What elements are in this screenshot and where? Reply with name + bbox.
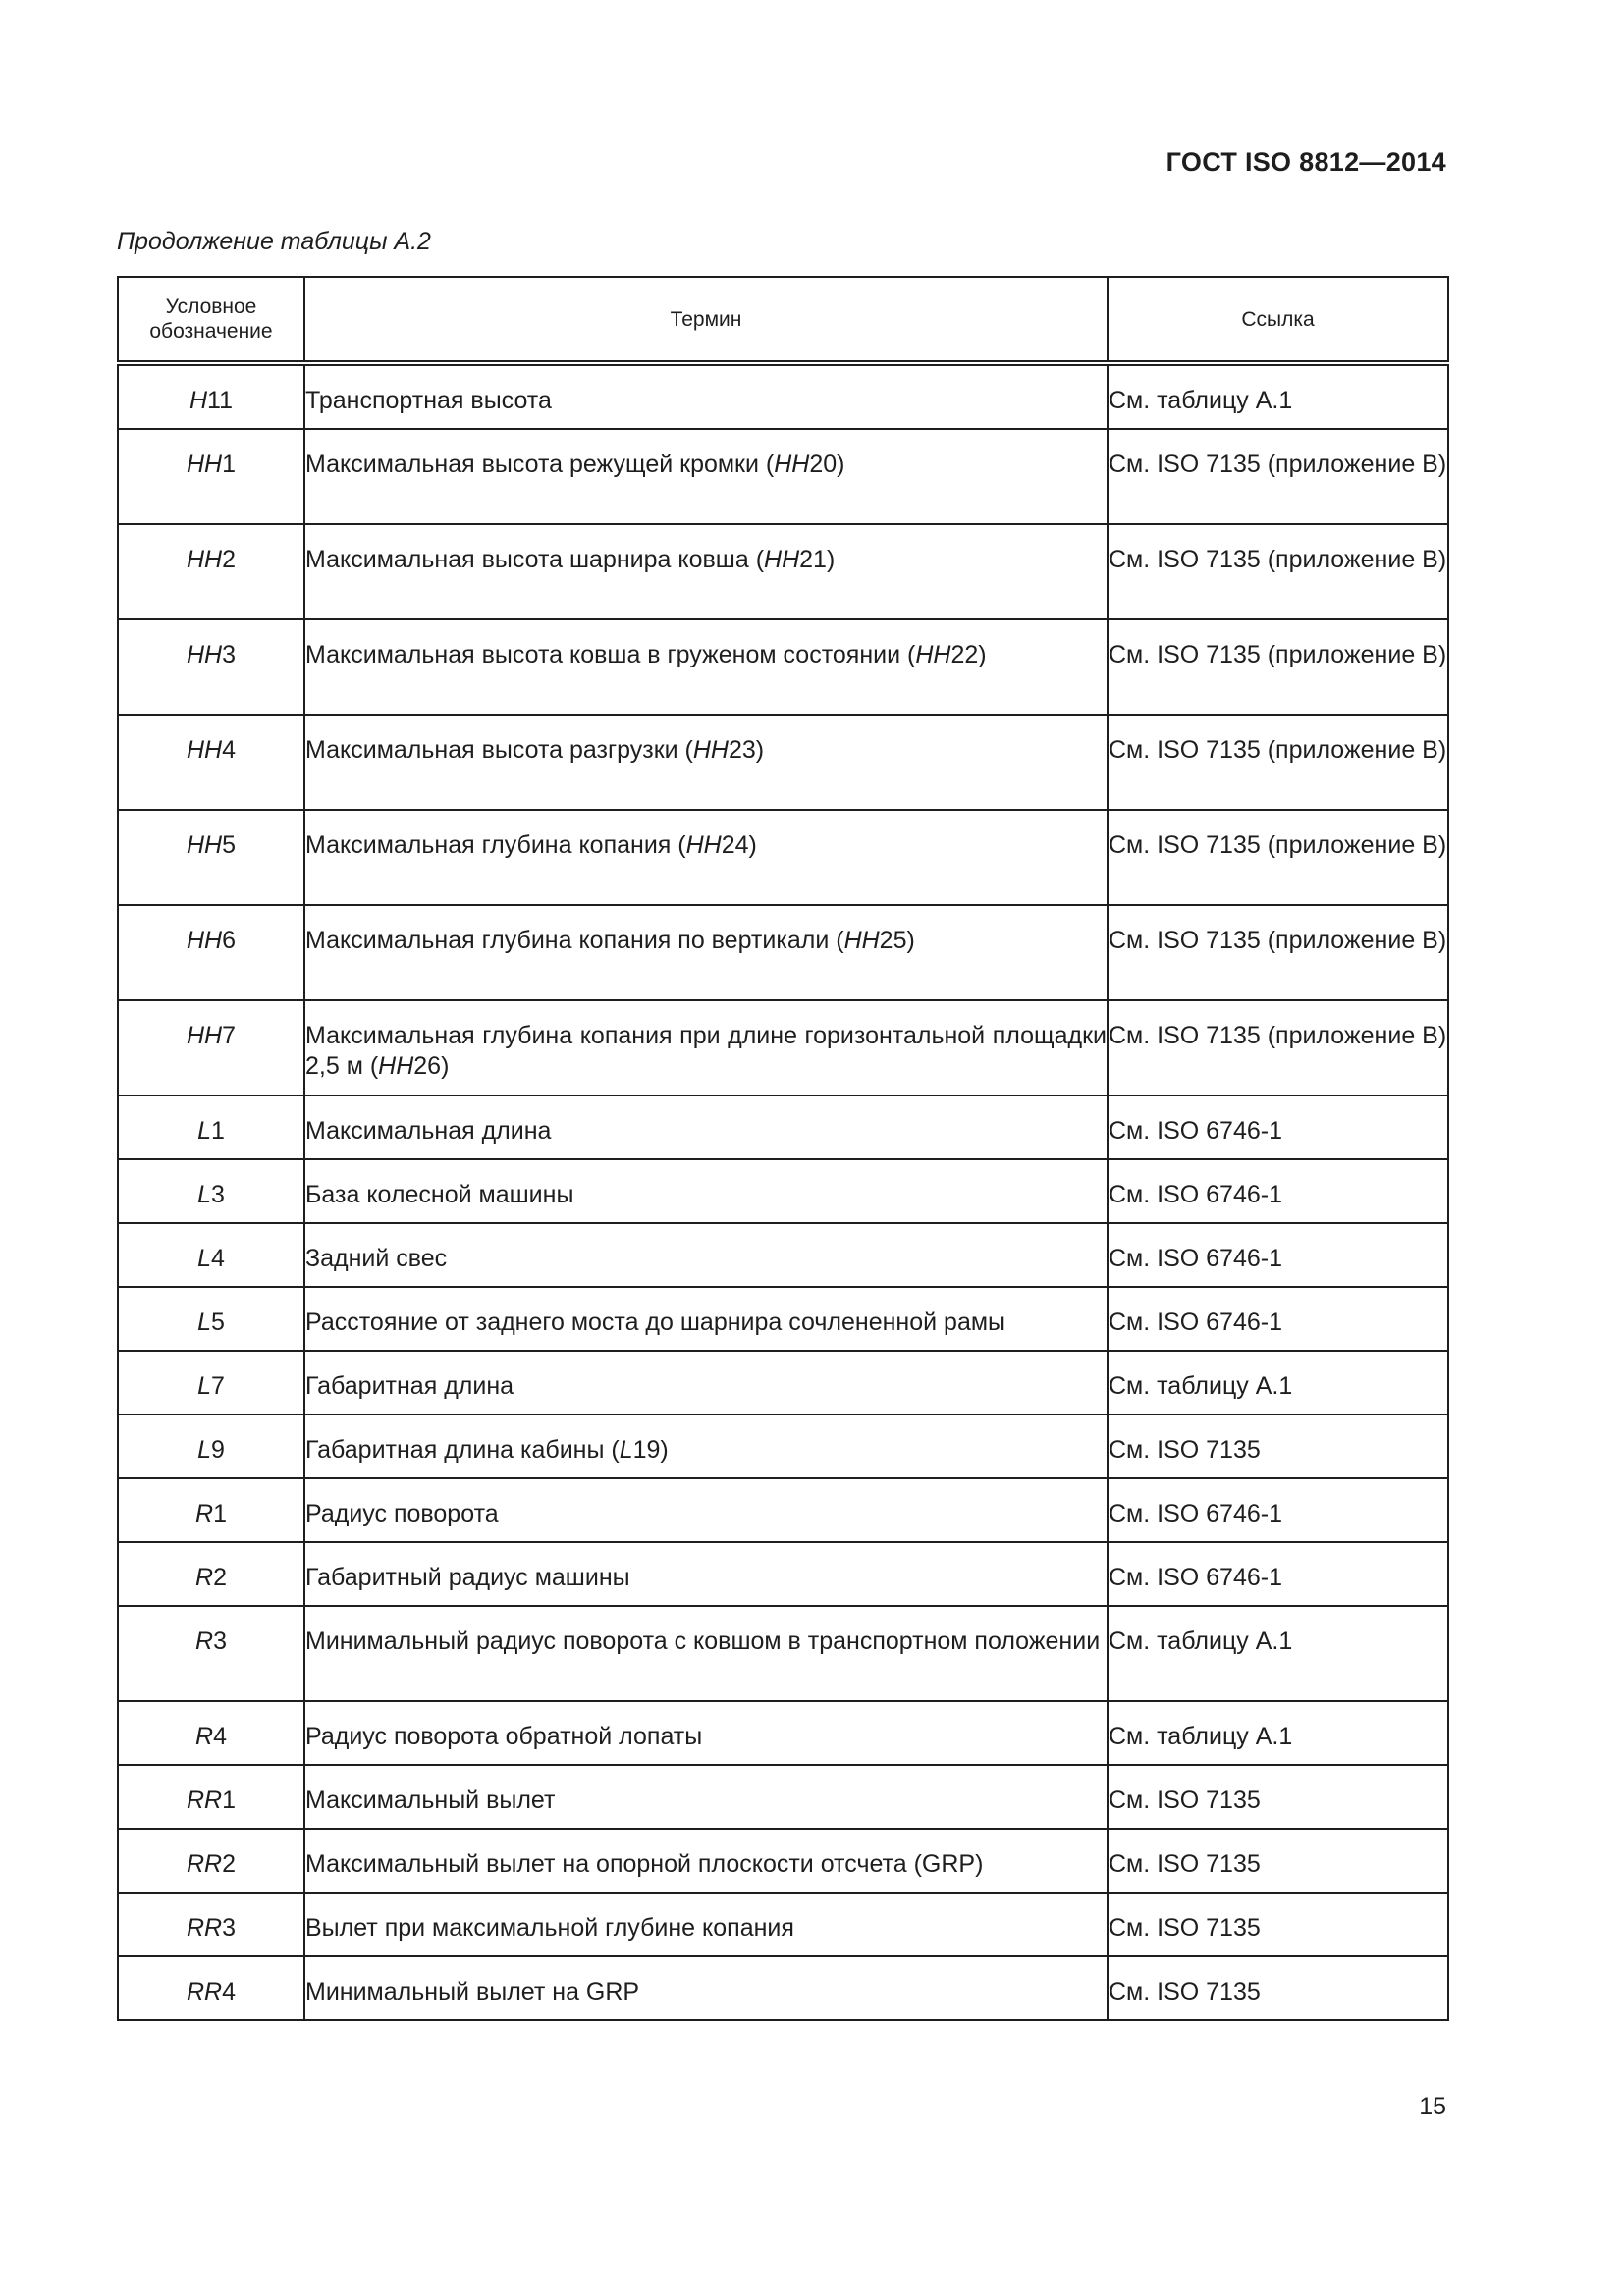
- table-row: [118, 1606, 1448, 1701]
- cell-symbol: [118, 1415, 304, 1478]
- cell-symbol: [118, 1287, 304, 1351]
- table-row: [118, 810, 1448, 905]
- symbol-number: 1: [213, 1500, 227, 1527]
- table-row: [118, 524, 1448, 619]
- cell-reference: См. ISO 7135 (приложение В): [1108, 429, 1448, 524]
- symbol-letters: HH: [186, 736, 223, 764]
- cell-term: Максимальная глубина копания при длине горизонтальной площадки 2,5 м (HH26): [304, 1000, 1108, 1095]
- symbol-number: 4: [222, 1978, 236, 2005]
- table-row: [118, 1893, 1448, 1956]
- symbol-number: 2: [222, 546, 236, 573]
- symbol-number: 4: [211, 1245, 225, 1272]
- cell-reference: См. ISO 7135 (приложение В): [1108, 905, 1448, 1000]
- table-row: [118, 1765, 1448, 1829]
- cell-symbol: [118, 1765, 304, 1829]
- cell-symbol: [118, 429, 304, 524]
- cell-symbol: [118, 1095, 304, 1159]
- cell-reference: См. ISO 6746-1: [1108, 1542, 1448, 1606]
- symbol-letters: L: [197, 1308, 211, 1336]
- cell-term: Радиус поворота: [304, 1478, 1108, 1542]
- symbol-number: 4: [222, 736, 236, 764]
- symbol-number: 3: [211, 1181, 225, 1208]
- cell-term: Расстояние от заднего моста до шарнира сочлененной рамы: [304, 1287, 1108, 1351]
- symbol-letters: RR: [186, 1978, 223, 2005]
- cell-term: Габаритный радиус машины: [304, 1542, 1108, 1606]
- cell-reference: См. ISO 7135 (приложение В): [1108, 715, 1448, 810]
- symbol-number: 5: [222, 831, 236, 859]
- table-row: [118, 363, 1448, 429]
- table-caption: Продолжение таблицы А.2: [117, 228, 431, 255]
- cell-term: Максимальная высота режущей кромки (HH20): [304, 429, 1108, 524]
- cell-reference: См. таблицу А.1: [1108, 1351, 1448, 1415]
- symbol-letters: H: [189, 387, 208, 414]
- cell-reference: См. ISO 7135: [1108, 1765, 1448, 1829]
- cell-term: Максимальная высота шарнира ковша (HH21): [304, 524, 1108, 619]
- cell-term: Максимальная глубина копания по вертикали (HH25): [304, 905, 1108, 1000]
- cell-reference: См. ISO 6746-1: [1108, 1095, 1448, 1159]
- symbol-letters: HH: [186, 641, 223, 668]
- symbol-letters: HH: [186, 546, 223, 573]
- cell-term: База колесной машины: [304, 1159, 1108, 1223]
- cell-term: Вылет при максимальной глубине копания: [304, 1893, 1108, 1956]
- table-row: [118, 1223, 1448, 1287]
- cell-reference: См. ISO 7135: [1108, 1893, 1448, 1956]
- table-header: [118, 277, 1448, 363]
- table-row: [118, 1829, 1448, 1893]
- cell-reference: См. ISO 7135 (приложение В): [1108, 619, 1448, 715]
- symbol-number: 1: [211, 1117, 225, 1145]
- symbol-letters: HH: [186, 927, 223, 954]
- symbol-letters: L: [197, 1117, 211, 1145]
- table-row: [118, 905, 1448, 1000]
- cell-symbol: [118, 1701, 304, 1765]
- symbol-letters: HH: [186, 451, 223, 478]
- cell-symbol: [118, 363, 304, 429]
- terms-table: [117, 276, 1449, 2021]
- symbol-letters: RR: [186, 1850, 223, 1878]
- cell-term: Радиус поворота обратной лопаты: [304, 1701, 1108, 1765]
- cell-reference: См. ISO 7135: [1108, 1956, 1448, 2020]
- cell-reference: См. таблицу А.1: [1108, 1606, 1448, 1701]
- cell-term: Максимальная глубина копания (HH24): [304, 810, 1108, 905]
- symbol-number: 2: [222, 1850, 236, 1878]
- page-number: 15: [1419, 2093, 1446, 2120]
- symbol-number: 3: [222, 641, 236, 668]
- symbol-letters: R: [195, 1628, 214, 1655]
- cell-term: Максимальная длина: [304, 1095, 1108, 1159]
- symbol-letters: R: [195, 1564, 214, 1591]
- cell-term: Задний свес: [304, 1223, 1108, 1287]
- cell-reference: См. таблицу А.1: [1108, 1701, 1448, 1765]
- table-row: [118, 1095, 1448, 1159]
- symbol-letters: R: [195, 1500, 214, 1527]
- cell-term: Максимальная высота ковша в груженом состоянии (HH22): [304, 619, 1108, 715]
- symbol-letters: RR: [186, 1914, 223, 1942]
- cell-reference: См. ISO 6746-1: [1108, 1478, 1448, 1542]
- symbol-number: 9: [211, 1436, 225, 1464]
- table-row: [118, 715, 1448, 810]
- symbol-number: 7: [211, 1372, 225, 1400]
- cell-symbol: [118, 1956, 304, 2020]
- cell-symbol: [118, 1159, 304, 1223]
- cell-reference: См. таблицу А.1: [1108, 363, 1448, 429]
- cell-symbol: [118, 619, 304, 715]
- cell-symbol: [118, 1829, 304, 1893]
- symbol-letters: L: [197, 1436, 211, 1464]
- cell-symbol: [118, 1223, 304, 1287]
- cell-symbol: [118, 1478, 304, 1542]
- table-row: [118, 1159, 1448, 1223]
- cell-term: Габаритная длина кабины (L19): [304, 1415, 1108, 1478]
- document-standard-header: ГОСТ ISO 8812—2014: [1165, 147, 1446, 177]
- table-row: [118, 1956, 1448, 2020]
- table-row: [118, 1415, 1448, 1478]
- cell-reference: См. ISO 7135: [1108, 1829, 1448, 1893]
- cell-reference: См. ISO 7135: [1108, 1415, 1448, 1478]
- symbol-letters: L: [197, 1181, 211, 1208]
- table-row: [118, 1351, 1448, 1415]
- symbol-number: 1: [222, 1787, 236, 1814]
- symbol-number: 3: [213, 1628, 227, 1655]
- symbol-letters: RR: [186, 1787, 223, 1814]
- table-row: [118, 1701, 1448, 1765]
- cell-reference: См. ISO 6746-1: [1108, 1159, 1448, 1223]
- cell-symbol: [118, 1351, 304, 1415]
- symbol-number: 1: [222, 451, 236, 478]
- table-row: [118, 1000, 1448, 1095]
- table-row: [118, 619, 1448, 715]
- symbol-letters: HH: [186, 1022, 223, 1049]
- cell-reference: См. ISO 6746-1: [1108, 1287, 1448, 1351]
- cell-reference: См. ISO 7135 (приложение В): [1108, 524, 1448, 619]
- cell-symbol: [118, 905, 304, 1000]
- column-header-reference: Ссылка: [1108, 277, 1448, 363]
- table-row: [118, 1287, 1448, 1351]
- symbol-number: 5: [211, 1308, 225, 1336]
- cell-symbol: [118, 1000, 304, 1095]
- cell-symbol: [118, 524, 304, 619]
- symbol-number: 3: [222, 1914, 236, 1942]
- table-header-row: [118, 277, 1448, 363]
- symbol-letters: HH: [186, 831, 223, 859]
- table-body: [118, 363, 1448, 2020]
- table-row: [118, 429, 1448, 524]
- cell-symbol: [118, 1606, 304, 1701]
- table-row: [118, 1478, 1448, 1542]
- cell-term: Транспортная высота: [304, 363, 1108, 429]
- cell-term: Минимальный вылет на GRP: [304, 1956, 1108, 2020]
- cell-symbol: [118, 1542, 304, 1606]
- cell-term: Габаритная длина: [304, 1351, 1108, 1415]
- cell-reference: См. ISO 7135 (приложение В): [1108, 1000, 1448, 1095]
- symbol-number: 4: [213, 1723, 227, 1750]
- cell-term: Максимальный вылет на опорной плоскости отсчета (GRP): [304, 1829, 1108, 1893]
- cell-term: Минимальный радиус поворота с ковшом в транспортном положении: [304, 1606, 1108, 1701]
- cell-reference: См. ISO 7135 (приложение В): [1108, 810, 1448, 905]
- cell-symbol: [118, 810, 304, 905]
- symbol-number: 11: [207, 387, 233, 414]
- column-header-term: Термин: [304, 277, 1108, 363]
- cell-reference: См. ISO 6746-1: [1108, 1223, 1448, 1287]
- column-header-symbol: Условное обозначение: [118, 277, 304, 363]
- symbol-letters: R: [195, 1723, 214, 1750]
- symbol-number: 2: [213, 1564, 227, 1591]
- cell-symbol: [118, 1893, 304, 1956]
- cell-term: Максимальная высота разгрузки (HH23): [304, 715, 1108, 810]
- symbol-number: 7: [222, 1022, 236, 1049]
- table-row: [118, 1542, 1448, 1606]
- symbol-letters: L: [197, 1372, 211, 1400]
- symbol-letters: L: [197, 1245, 211, 1272]
- cell-symbol: [118, 715, 304, 810]
- cell-term: Максимальный вылет: [304, 1765, 1108, 1829]
- symbol-number: 6: [222, 927, 236, 954]
